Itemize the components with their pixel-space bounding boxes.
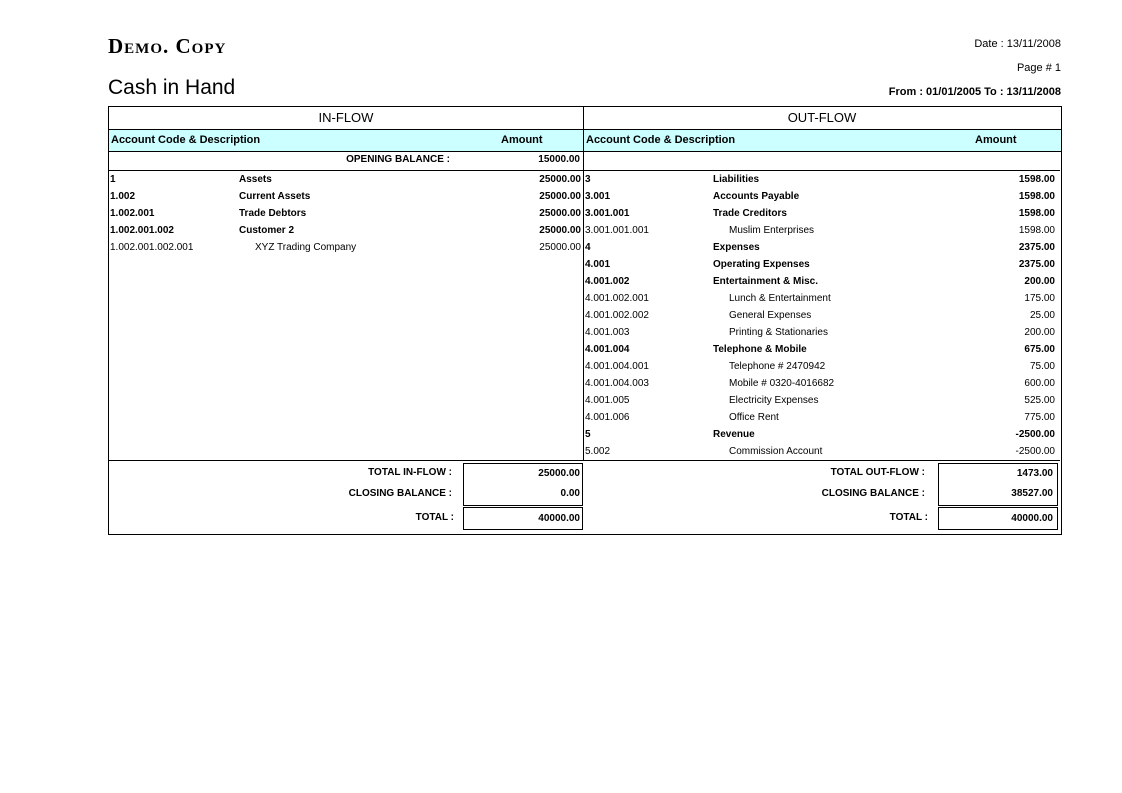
account-code: 4.001.004 bbox=[585, 344, 630, 355]
outflow-table-row bbox=[585, 409, 1055, 426]
account-description: Trade Creditors bbox=[713, 208, 787, 219]
outflow-table-row bbox=[585, 171, 1055, 188]
account-description: Accounts Payable bbox=[713, 191, 800, 202]
outflow-table-row bbox=[585, 239, 1055, 256]
account-amount: 1598.00 bbox=[1018, 191, 1055, 202]
date-range: From : 01/01/2005 To : 13/11/2008 bbox=[888, 86, 1061, 98]
account-amount: 775.00 bbox=[1024, 412, 1055, 423]
account-amount: 1598.00 bbox=[1018, 225, 1055, 236]
account-amount: -2500.00 bbox=[1015, 446, 1055, 457]
outflow-grand-total-label: TOTAL : bbox=[889, 512, 928, 523]
account-description: Revenue bbox=[713, 429, 755, 440]
account-amount: 200.00 bbox=[1024, 276, 1055, 287]
account-code: 3.001 bbox=[585, 191, 611, 202]
inflow-table-row bbox=[110, 205, 581, 222]
outflow-table-row bbox=[585, 341, 1055, 358]
account-amount: 600.00 bbox=[1024, 378, 1055, 389]
outflow-table-row bbox=[585, 290, 1055, 307]
outflow-table-row bbox=[585, 392, 1055, 409]
account-amount: 25.00 bbox=[1029, 310, 1055, 321]
account-description: Expenses bbox=[713, 242, 760, 253]
account-description: Commission Account bbox=[729, 446, 823, 457]
account-code: 4.001.002.001 bbox=[585, 293, 649, 304]
column-divider bbox=[583, 106, 584, 461]
account-amount: 200.00 bbox=[1024, 327, 1055, 338]
outflow-section-title: OUT-FLOW bbox=[787, 110, 857, 125]
account-amount: 675.00 bbox=[1024, 344, 1055, 355]
inflow-grand-total-value: 40000.00 bbox=[463, 507, 583, 530]
account-description: Operating Expenses bbox=[713, 259, 810, 270]
total-inflow-label: TOTAL IN-FLOW : bbox=[368, 467, 452, 478]
inflow-total-box bbox=[463, 463, 583, 506]
account-description: Current Assets bbox=[239, 191, 311, 202]
account-amount: 2375.00 bbox=[1018, 259, 1055, 270]
inflow-col-amount: Amount bbox=[501, 134, 543, 146]
account-amount: 25000.00 bbox=[539, 225, 581, 236]
account-code: 4.001.002.002 bbox=[585, 310, 649, 321]
opening-balance-value: 15000.00 bbox=[538, 154, 580, 165]
account-amount: 1598.00 bbox=[1018, 174, 1055, 185]
outflow-total-box bbox=[938, 463, 1058, 506]
account-code: 1.002.001.002 bbox=[110, 225, 174, 236]
inflow-table-row bbox=[110, 222, 581, 239]
account-code: 3.001.001 bbox=[585, 208, 630, 219]
account-description: Assets bbox=[239, 174, 272, 185]
outflow-table-row bbox=[585, 307, 1055, 324]
opening-balance-label: OPENING BALANCE : bbox=[346, 154, 450, 165]
outflow-grand-total-value: 40000.00 bbox=[938, 507, 1058, 530]
report-title: Cash in Hand bbox=[108, 76, 236, 99]
account-amount: -2500.00 bbox=[1015, 429, 1055, 440]
outflow-table-row bbox=[585, 188, 1055, 205]
account-amount: 2375.00 bbox=[1018, 242, 1055, 253]
account-code: 1.002.001.002.001 bbox=[110, 242, 194, 253]
outflow-table-row bbox=[585, 222, 1055, 239]
inflow-col-desc: Account Code & Description bbox=[111, 134, 261, 146]
account-amount: 1598.00 bbox=[1018, 208, 1055, 219]
outflow-col-desc: Account Code & Description bbox=[586, 134, 736, 146]
account-description: XYZ Trading Company bbox=[255, 242, 357, 253]
account-code: 4.001.002 bbox=[585, 276, 630, 287]
outflow-table-row bbox=[585, 443, 1055, 460]
outflow-col-amount: Amount bbox=[975, 134, 1017, 146]
outflow-table-row bbox=[585, 426, 1055, 443]
total-inflow-value: 25000.00 bbox=[538, 468, 580, 479]
page-number: Page # 1 bbox=[1016, 62, 1061, 74]
account-description: Customer 2 bbox=[239, 225, 295, 236]
outflow-closing-balance-value: 38527.00 bbox=[1011, 488, 1053, 499]
account-amount: 525.00 bbox=[1024, 395, 1055, 406]
account-description: Muslim Enterprises bbox=[729, 225, 815, 236]
account-code: 4.001.004.003 bbox=[585, 378, 649, 389]
inflow-column-header bbox=[109, 129, 583, 152]
report-date: Date : 13/11/2008 bbox=[974, 38, 1061, 50]
account-description: Office Rent bbox=[729, 412, 779, 423]
inflow-table-row bbox=[110, 239, 581, 256]
account-code: 4.001.005 bbox=[585, 395, 630, 406]
inflow-closing-balance-value: 0.00 bbox=[560, 488, 580, 499]
account-code: 4.001.004.001 bbox=[585, 361, 649, 372]
inflow-table-row bbox=[110, 188, 581, 205]
outflow-table-row bbox=[585, 358, 1055, 375]
account-description: General Expenses bbox=[729, 310, 812, 321]
account-code: 1 bbox=[110, 174, 116, 185]
totals-rule bbox=[109, 460, 1060, 461]
account-code: 1.002.001 bbox=[110, 208, 155, 219]
inflow-closing-balance-label: CLOSING BALANCE : bbox=[348, 488, 452, 499]
outflow-column-header bbox=[584, 129, 1062, 152]
inflow-grand-total-label: TOTAL : bbox=[415, 512, 454, 523]
account-amount: 75.00 bbox=[1029, 361, 1055, 372]
account-description: Lunch & Entertainment bbox=[729, 293, 831, 304]
outflow-table-row bbox=[585, 324, 1055, 341]
account-description: Printing & Stationaries bbox=[729, 327, 828, 338]
inflow-section-title: IN-FLOW bbox=[318, 110, 374, 125]
account-description: Telephone & Mobile bbox=[713, 344, 807, 355]
company-name: Demo. Copy bbox=[108, 34, 227, 58]
account-code: 4.001.003 bbox=[585, 327, 630, 338]
account-amount: 25000.00 bbox=[539, 208, 581, 219]
outflow-table-row bbox=[585, 273, 1055, 290]
account-description: Telephone # 2470942 bbox=[729, 361, 826, 372]
total-outflow-label: TOTAL OUT-FLOW : bbox=[830, 467, 925, 478]
account-code: 4 bbox=[585, 242, 591, 253]
account-code: 4.001 bbox=[585, 259, 611, 270]
outflow-table-row bbox=[585, 375, 1055, 392]
outflow-table-row bbox=[585, 205, 1055, 222]
account-code: 3.001.001.001 bbox=[585, 225, 649, 236]
outflow-table-row bbox=[585, 256, 1055, 273]
account-code: 3 bbox=[585, 174, 591, 185]
account-amount: 25000.00 bbox=[539, 174, 581, 185]
account-code: 5 bbox=[585, 429, 591, 440]
account-code: 1.002 bbox=[110, 191, 136, 202]
outflow-closing-balance-label: CLOSING BALANCE : bbox=[821, 488, 925, 499]
account-amount: 25000.00 bbox=[539, 191, 581, 202]
account-code: 4.001.006 bbox=[585, 412, 630, 423]
inflow-table-row bbox=[110, 171, 581, 188]
account-description: Entertainment & Misc. bbox=[713, 276, 819, 287]
account-amount: 25000.00 bbox=[539, 242, 581, 253]
account-amount: 175.00 bbox=[1024, 293, 1055, 304]
account-description: Mobile # 0320-4016682 bbox=[729, 378, 835, 389]
account-code: 5.002 bbox=[585, 446, 611, 457]
account-description: Trade Debtors bbox=[239, 208, 307, 219]
account-description: Electricity Expenses bbox=[729, 395, 819, 406]
account-description: Liabilities bbox=[713, 174, 760, 185]
total-outflow-value: 1473.00 bbox=[1016, 468, 1053, 479]
